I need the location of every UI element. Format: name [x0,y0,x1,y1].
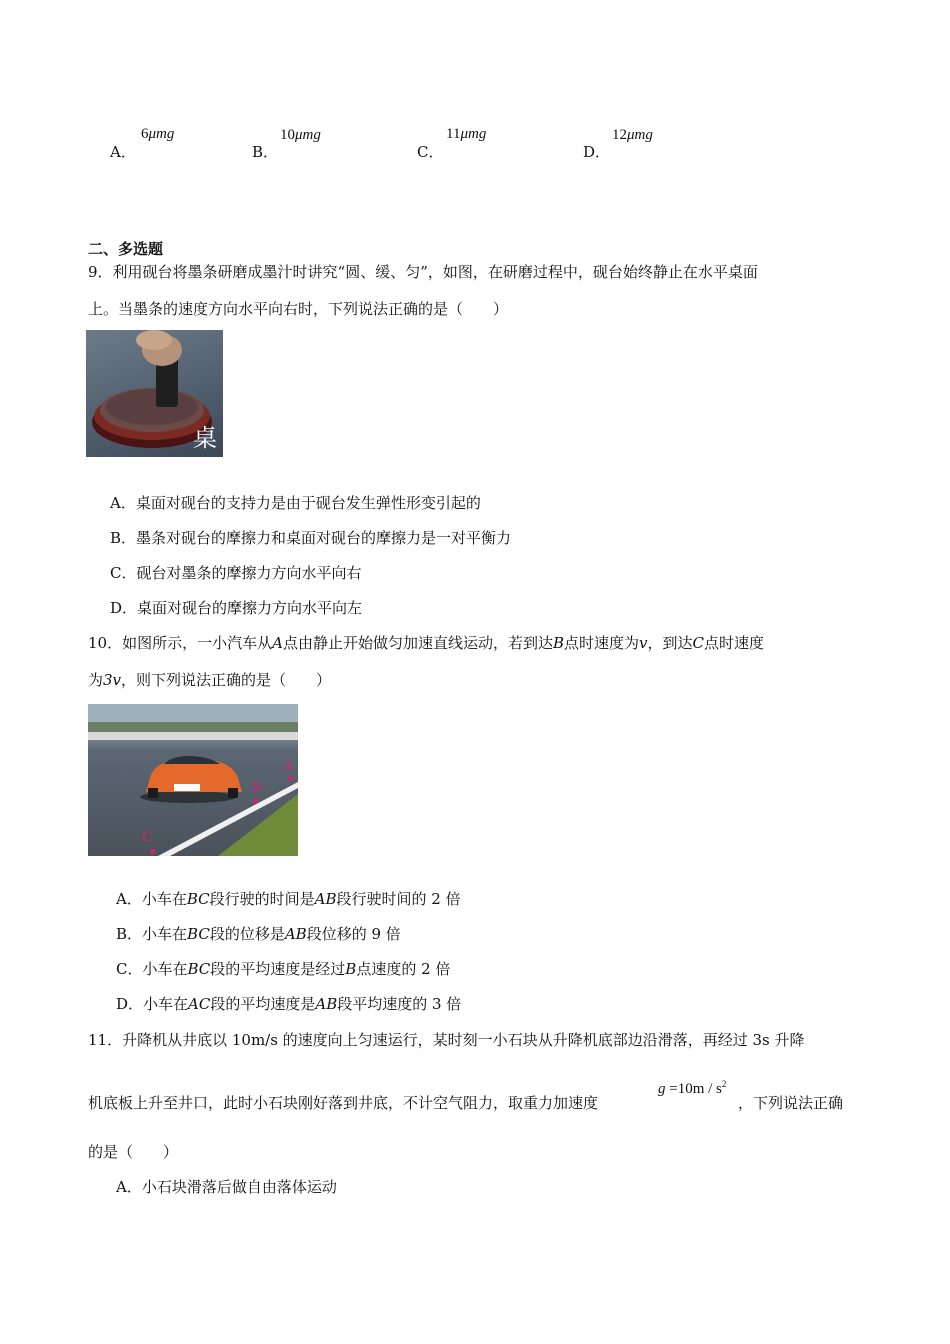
formula-variable: μmg [148,126,175,142]
q8-option-d-formula [612,127,653,144]
q11-option-a[interactable]: A．小石块滑落后做自由落体运动 [116,1178,337,1196]
point-a-label: A [283,758,293,774]
segment-symbol: AC [188,995,211,1013]
text-segment: ，则下列说法正确的是（ ） [121,671,332,689]
point-c-label: C [142,829,153,845]
text-segment: D．小车在 [116,995,189,1013]
text-segment: 段行驶的时间是 [209,890,315,908]
option-label: A． [110,143,136,161]
formula-number: 6 [141,126,149,142]
text-segment: ，到达 [647,634,693,652]
q11-stem-line2b: ，下列说法正确 [738,1094,844,1112]
formula-number: 11 [446,126,461,142]
text-segment: 段位移的 9 倍 [306,925,401,943]
q10-option-b[interactable] [116,916,401,953]
text-segment: 段的平均速度是 [210,995,316,1013]
option-label: D． [583,143,611,161]
q8-option-c-formula [446,126,486,143]
q10-option-c[interactable] [116,951,450,988]
q11-stem-line3: 的是（ ） [88,1143,179,1161]
text-segment: 点时速度为 [563,634,639,652]
q8-option-a-formula [141,126,174,143]
section-title: 二、多选题 [88,240,164,258]
point-symbol: C [692,634,704,652]
car-illustration [88,704,298,856]
text-segment: 段行驶时间的 2 倍 [336,890,461,908]
q8-option-c[interactable] [417,141,443,162]
formula-variable: μmg [627,127,653,143]
formula-variable: g [658,1081,666,1097]
point-symbol: B [552,634,564,652]
formula-value: =10m / s [669,1081,722,1097]
text-segment: C．小车在 [116,960,188,978]
q9-stem-line2: 上。当墨条的速度方向水平向右时，下列说法正确的是（ ） [88,300,509,318]
q8-option-b[interactable] [252,141,278,162]
q8-option-a[interactable] [110,141,136,162]
text-segment: 点速度的 2 倍 [356,960,451,978]
velocity-symbol: v [639,634,648,652]
q11-stem-line1: 11．升降机从井底以 10m/s 的速度向上匀速运行，某时刻一小石块从升降机底部边沿滑落，再经过 3s 升降 [88,1031,805,1049]
option-label: C． [417,143,444,161]
option-label: B． [252,143,279,161]
q10-stem-line2 [88,662,331,699]
q9-option-a[interactable]: A．桌面对砚台的支持力是由于砚台发生弹性形变引起的 [110,494,481,512]
inkstone-photo [86,330,223,457]
text-segment: 点由静止开始做匀加速直线运动，若到达 [282,634,553,652]
text-segment: 为 [88,671,104,689]
text-segment: B．小车在 [116,925,188,943]
q9-option-d[interactable]: D．桌面对砚台的摩擦力方向水平向左 [110,599,363,617]
point-symbol: A [272,634,283,652]
q8-option-b-formula [280,127,321,144]
point-b-marker [253,798,258,803]
segment-symbol: AB [315,995,338,1013]
formula-exponent: 2 [721,1079,727,1089]
text-segment: 段的位移是 [209,925,285,943]
segment-symbol: BC [187,960,211,978]
formula-number: 10 [280,127,295,143]
q10-stem-line1 [88,625,764,662]
q11-stem-line2a: 机底板上升至井口，此时小石块刚好落到井底，不计空气阻力，取重力加速度 [88,1094,599,1112]
segment-symbol: AB [314,890,337,908]
q9-option-b[interactable]: B．墨条对砚台的摩擦力和桌面对砚台的摩擦力是一对平衡力 [110,529,512,547]
q8-option-d[interactable] [583,141,610,162]
text-segment: A．小车在 [116,890,187,908]
point-b-label: B [252,780,262,796]
text-segment: 段的平均速度是经过 [210,960,346,978]
gravity-formula [658,1079,726,1098]
point-c-marker [150,849,155,854]
point-symbol: B [345,960,357,978]
table-label: 桌 [193,424,217,452]
formula-variable: μmg [460,126,487,142]
q9-stem-line1: 9．利用砚台将墨条研磨成墨汁时讲究“圆、缓、匀”，如图，在研磨过程中，砚台始终静止在水平桌面 [88,263,758,281]
point-a-marker [288,776,293,781]
car-photo [88,704,298,856]
text-segment: 10．如图所示，一小汽车从 [88,634,273,652]
q10-option-d[interactable] [116,986,461,1023]
segment-symbol: AB [284,925,307,943]
q10-option-a[interactable] [116,881,461,918]
formula-number: 12 [612,127,627,143]
text-segment: 点时速度 [703,634,764,652]
text-segment: 段平均速度的 3 倍 [337,995,462,1013]
velocity-symbol: 3v [103,671,122,689]
q9-option-c[interactable]: C．砚台对墨条的摩擦力方向水平向右 [110,564,362,582]
formula-variable: μmg [295,127,321,143]
segment-symbol: BC [186,890,210,908]
segment-symbol: BC [187,925,210,943]
